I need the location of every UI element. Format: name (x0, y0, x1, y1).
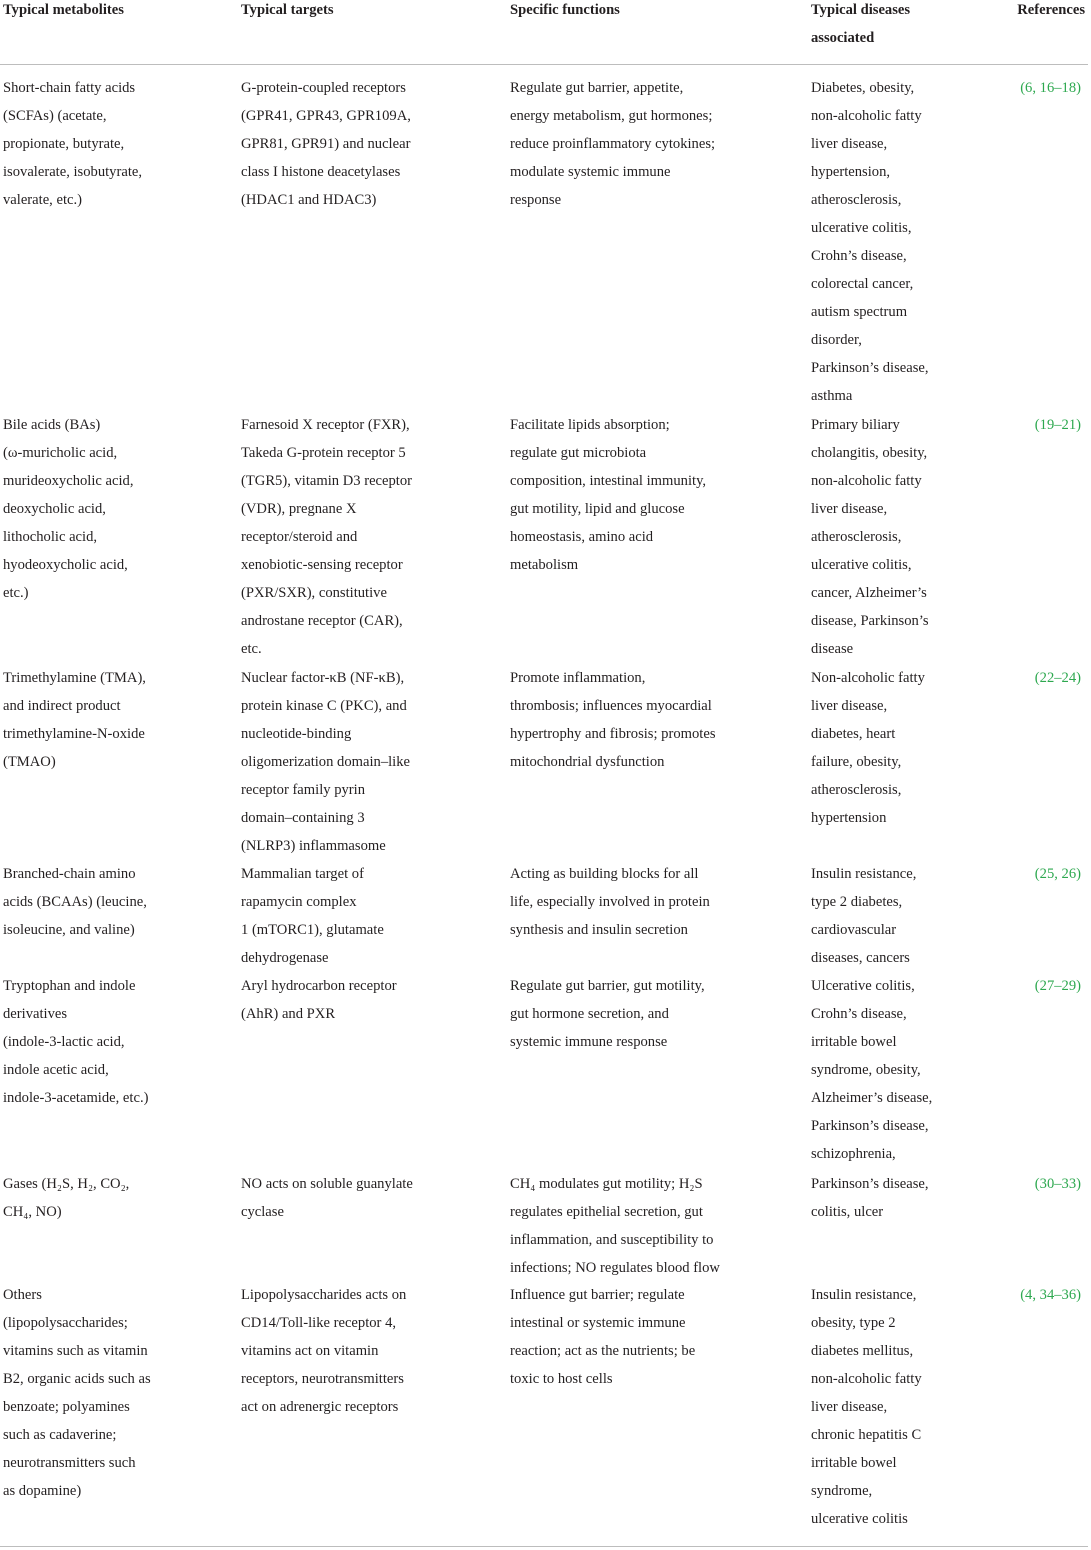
cell-line: Nuclear factor-κB (NF-κB), (241, 670, 405, 686)
cell-line: 1 (mTORC1), glutamate (241, 922, 384, 938)
cell-line: Regulate gut barrier, appetite, (510, 80, 684, 96)
cell-line: nucleotide-binding (241, 726, 352, 742)
cell-line: act on adrenergic receptors (241, 1399, 399, 1415)
cell-line: derivatives (3, 1006, 68, 1022)
cell-diseases (811, 1281, 961, 1533)
cell-references-link[interactable]: (27–29) (1034, 978, 1081, 994)
cell-references-link[interactable]: (19–21) (1034, 417, 1081, 433)
cell-line: chronic hepatitis C (811, 1427, 922, 1443)
cell-line: composition, intestinal immunity, (510, 473, 707, 489)
cell-line: diabetes, heart (811, 726, 896, 742)
cell-line: gut hormone secretion, and (510, 1006, 669, 1022)
cell-functions (510, 411, 760, 579)
cell-line: liver disease, (811, 136, 888, 152)
cell-diseases (811, 74, 961, 410)
cell-line: rapamycin complex (241, 894, 357, 910)
cell-line: etc.) (3, 585, 29, 601)
cell-line: ulcerative colitis, (811, 220, 912, 236)
cell-line: response (510, 192, 562, 208)
cell-line: syndrome, obesity, (811, 1062, 921, 1078)
header-functions: Specific functions (510, 2, 620, 18)
cell-line: Insulin resistance, (811, 1287, 917, 1303)
cell-references-link[interactable]: (4, 34–36) (1020, 1287, 1081, 1303)
cell-line: non-alcoholic fatty (811, 1371, 922, 1387)
cell-line: Parkinson’s disease, (811, 360, 929, 376)
cell-line: Others (3, 1287, 42, 1303)
cell-line: Branched-chain amino (3, 866, 136, 882)
cell-line: thrombosis; influences myocardial (510, 698, 712, 714)
cell-line: class I histone deacetylases (241, 164, 401, 180)
cell-line: Crohn’s disease, (811, 248, 907, 264)
cell-diseases (811, 664, 961, 832)
cell-line: synthesis and insulin secretion (510, 922, 688, 938)
cell-line: receptor family pyrin (241, 782, 365, 798)
cell-line: disease, Parkinson’s (811, 613, 929, 629)
cell-line: (PXR/SXR), constitutive (241, 585, 387, 601)
cell-line: Short-chain fatty acids (3, 80, 136, 96)
cell-line: isovalerate, isobutyrate, (3, 164, 142, 180)
cell-line: cancer, Alzheimer’s (811, 585, 927, 601)
cell-line: protein kinase C (PKC), and (241, 698, 407, 714)
cell-diseases (811, 1170, 961, 1226)
cell-line: hyodeoxycholic acid, (3, 557, 128, 573)
cell-line: such as cadaverine; (3, 1427, 117, 1443)
cell-line: valerate, etc.) (3, 192, 82, 208)
cell-line: (GPR41, GPR43, GPR109A, (241, 108, 411, 124)
cell-line: (AhR) and PXR (241, 1006, 336, 1022)
cell-line: type 2 diabetes, (811, 894, 903, 910)
cell-line: non-alcoholic fatty (811, 108, 922, 124)
cell-line: (ω-muricholic acid, (3, 445, 118, 461)
cell-line: Facilitate lipids absorption; (510, 417, 670, 433)
cell-line: hypertrophy and fibrosis; promotes (510, 726, 716, 742)
cell-references-link[interactable]: (6, 16–18) (1020, 80, 1081, 96)
cell-line: propionate, butyrate, (3, 136, 125, 152)
cell-metabolites (3, 972, 193, 1112)
cell-line: Parkinson’s disease, (811, 1118, 929, 1134)
cell-line: syndrome, (811, 1483, 873, 1499)
cell-line: liver disease, (811, 501, 888, 517)
cell-line: Influence gut barrier; regulate (510, 1287, 685, 1303)
cell-line: disorder, (811, 332, 862, 348)
cell-line: neurotransmitters such (3, 1455, 136, 1471)
cell-line: liver disease, (811, 698, 888, 714)
cell-line: colitis, ulcer (811, 1204, 884, 1220)
header-references: References (1017, 2, 1085, 18)
cell-line: acids (BCAAs) (leucine, (3, 894, 147, 910)
cell-line: Aryl hydrocarbon receptor (241, 978, 397, 994)
cell-line: G-protein-coupled receptors (241, 80, 406, 96)
cell-references-link[interactable]: (25, 26) (1034, 866, 1081, 882)
cell-line: xenobiotic-sensing receptor (241, 557, 403, 573)
cell-targets (241, 1170, 466, 1226)
cell-targets (241, 664, 466, 860)
cell-line: reaction; act as the nutrients; be (510, 1343, 696, 1359)
cell-diseases (811, 411, 961, 663)
cell-line: Diabetes, obesity, (811, 80, 915, 96)
cell-metabolites (3, 411, 193, 607)
cell-line: oligomerization domain–like (241, 754, 411, 770)
cell-line: cyclase (241, 1204, 284, 1220)
cell-line: NO acts on soluble guanylate (241, 1176, 413, 1192)
cell-line: disease (811, 641, 854, 657)
cell-line: energy metabolism, gut hormones; (510, 108, 713, 124)
cell-line: hypertension (811, 810, 887, 826)
cell-functions (510, 972, 760, 1056)
cell-line: (lipopolysaccharides; (3, 1315, 128, 1331)
cell-line: mitochondrial dysfunction (510, 754, 665, 770)
cell-line: vitamins act on vitamin (241, 1343, 379, 1359)
cell-targets (241, 74, 466, 214)
cell-line: (VDR), pregnane X (241, 501, 357, 517)
cell-line: (TGR5), vitamin D3 receptor (241, 473, 413, 489)
cell-line: CD14/Toll-like receptor 4, (241, 1315, 397, 1331)
cell-line: ulcerative colitis (811, 1511, 908, 1527)
cell-functions (510, 1170, 760, 1282)
cell-line: irritable bowel (811, 1455, 897, 1471)
cell-metabolites (3, 860, 193, 944)
cell-line: colorectal cancer, (811, 276, 914, 292)
cell-line: (indole-3-lactic acid, (3, 1034, 125, 1050)
cell-line: androstane receptor (CAR), (241, 613, 403, 629)
cell-line: Gases (H₂S, H₂, CO₂, (3, 1176, 130, 1192)
cell-targets (241, 972, 466, 1028)
cell-line: as dopamine) (3, 1483, 82, 1499)
cell-line: atherosclerosis, (811, 529, 902, 545)
cell-line: isoleucine, and valine) (3, 922, 135, 938)
cell-references-link[interactable]: (30–33) (1034, 1176, 1081, 1192)
cell-line: infections; NO regulates blood flow (510, 1260, 720, 1276)
cell-line: Parkinson’s disease, (811, 1176, 929, 1192)
cell-line: murideoxycholic acid, (3, 473, 134, 489)
cell-line: GPR81, GPR91) and nuclear (241, 136, 411, 152)
cell-line: indole acetic acid, (3, 1062, 109, 1078)
cell-metabolites (3, 1170, 193, 1226)
cell-functions (510, 860, 760, 944)
cell-references-link[interactable]: (22–24) (1034, 670, 1081, 686)
cell-line: liver disease, (811, 1399, 888, 1415)
cell-line: modulate systemic immune (510, 164, 671, 180)
cell-line: inflammation, and susceptibility to (510, 1232, 714, 1248)
cell-line: domain–containing 3 (241, 810, 365, 826)
cell-diseases (811, 972, 961, 1168)
cell-metabolites (3, 664, 193, 776)
cell-targets (241, 411, 466, 663)
cell-line: cardiovascular (811, 922, 897, 938)
cell-line: Lipopolysaccharides acts on (241, 1287, 407, 1303)
cell-line: failure, obesity, (811, 754, 902, 770)
cell-line: regulate gut microbiota (510, 445, 647, 461)
cell-line: schizophrenia, (811, 1146, 896, 1162)
header-metabolites: Typical metabolites (3, 2, 124, 18)
cell-line: life, especially involved in protein (510, 894, 710, 910)
cell-line: obesity, type 2 (811, 1315, 896, 1331)
cell-line: Ulcerative colitis, (811, 978, 915, 994)
cell-line: toxic to host cells (510, 1371, 613, 1387)
cell-line: Bile acids (BAs) (3, 417, 101, 433)
cell-line: receptors, neurotransmitters (241, 1371, 404, 1387)
header-rule (0, 64, 1088, 65)
cell-line: CH₄ modulates gut motility; H₂S (510, 1176, 703, 1192)
cell-line: trimethylamine-N-oxide (3, 726, 145, 742)
cell-line: Promote inflammation, (510, 670, 646, 686)
cell-line: Mammalian target of (241, 866, 364, 882)
cell-line: diseases, cancers (811, 950, 910, 966)
cell-line: dehydrogenase (241, 950, 329, 966)
cell-line: (HDAC1 and HDAC3) (241, 192, 377, 208)
cell-targets (241, 1281, 466, 1421)
cell-line: CH₄, NO) (3, 1204, 62, 1220)
footer-rule (0, 1546, 1088, 1547)
cell-line: Takeda G-protein receptor 5 (241, 445, 406, 461)
cell-line: atherosclerosis, (811, 192, 902, 208)
cell-line: lithocholic acid, (3, 529, 98, 545)
cell-functions (510, 74, 760, 214)
cell-diseases (811, 860, 961, 972)
cell-line: gut motility, lipid and glucose (510, 501, 685, 517)
cell-line: (NLRP3) inflammasome (241, 838, 386, 854)
cell-line: atherosclerosis, (811, 782, 902, 798)
cell-line: autism spectrum (811, 304, 908, 320)
cell-line: intestinal or systemic immune (510, 1315, 686, 1331)
cell-line: Crohn’s disease, (811, 1006, 907, 1022)
cell-line: benzoate; polyamines (3, 1399, 130, 1415)
cell-functions (510, 664, 760, 776)
cell-line: (TMAO) (3, 754, 56, 770)
cell-line: Farnesoid X receptor (FXR), (241, 417, 410, 433)
cell-line: diabetes mellitus, (811, 1343, 914, 1359)
cell-targets (241, 860, 466, 972)
cell-line: deoxycholic acid, (3, 501, 106, 517)
cell-line: B2, organic acids such as (3, 1371, 151, 1387)
cell-line: homeostasis, amino acid (510, 529, 654, 545)
cell-line: Regulate gut barrier, gut motility, (510, 978, 705, 994)
cell-line: systemic immune response (510, 1034, 668, 1050)
cell-line: indole-3-acetamide, etc.) (3, 1090, 149, 1106)
cell-line: hypertension, (811, 164, 891, 180)
cell-line: etc. (241, 641, 262, 657)
cell-line: irritable bowel (811, 1034, 897, 1050)
header-diseases: Typical diseases associated (811, 2, 911, 46)
cell-line: Insulin resistance, (811, 866, 917, 882)
cell-line: cholangitis, obesity, (811, 445, 928, 461)
cell-line: vitamins such as vitamin (3, 1343, 148, 1359)
cell-line: (SCFAs) (acetate, (3, 108, 107, 124)
cell-line: ulcerative colitis, (811, 557, 912, 573)
cell-line: receptor/steroid and (241, 529, 358, 545)
cell-line: regulates epithelial secretion, gut (510, 1204, 703, 1220)
cell-metabolites (3, 1281, 193, 1505)
cell-line: Primary biliary (811, 417, 900, 433)
cell-line: reduce proinflammatory cytokines; (510, 136, 716, 152)
cell-line: Trimethylamine (TMA), (3, 670, 146, 686)
cell-line: Non-alcoholic fatty (811, 670, 925, 686)
cell-line: non-alcoholic fatty (811, 473, 922, 489)
cell-line: metabolism (510, 557, 579, 573)
cell-line: and indirect product (3, 698, 121, 714)
cell-line: Tryptophan and indole (3, 978, 136, 994)
cell-line: Alzheimer’s disease, (811, 1090, 933, 1106)
cell-line: Acting as building blocks for all (510, 866, 699, 882)
cell-metabolites (3, 74, 193, 214)
cell-functions (510, 1281, 760, 1393)
cell-line: asthma (811, 388, 853, 404)
header-targets: Typical targets (241, 2, 334, 18)
